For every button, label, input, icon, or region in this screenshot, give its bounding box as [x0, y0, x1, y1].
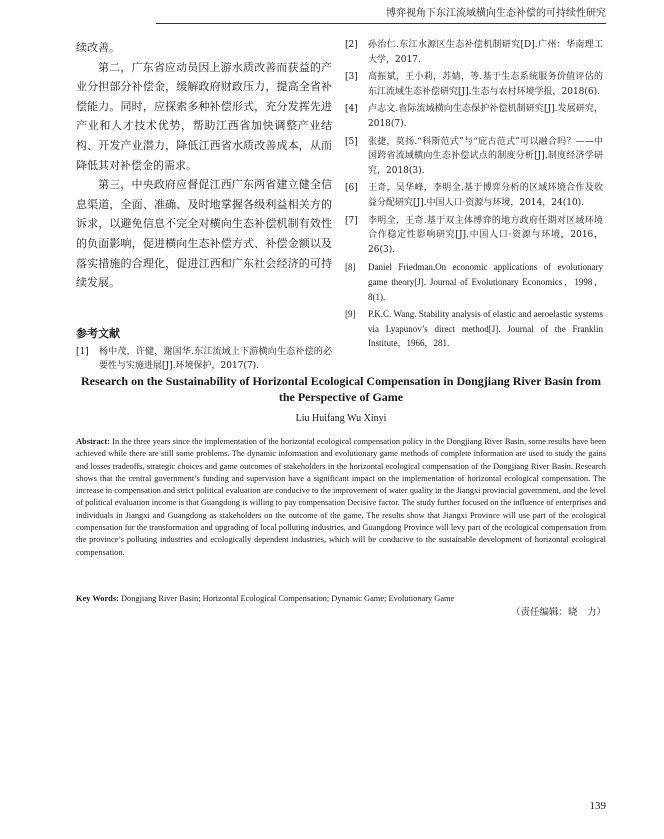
reference-text: P.K.C. Wang. Stability analysis of elastic and aeroelastic systems via Lyapunov’s direct method[J]. Journal of the Franklin Institute，1966，281.	[368, 309, 603, 349]
keywords-label: Key Words:	[76, 594, 119, 603]
english-authors: Liu Huifang Wu Xinyi	[295, 413, 387, 424]
reference-item-8	[345, 260, 603, 304]
english-keywords	[76, 593, 606, 605]
reference-item-4	[345, 102, 603, 131]
left-column	[76, 38, 332, 376]
body-paragraph-3: 第三，中央政府应督促江西广东两省建立健全信息渠道，全面、准确、及时地掌握各级利益相关方的诉求，以避免信息不完全对横向生态补偿机制有效性的负面影响，促进横向生态补偿方式、补偿金额以及落实措施的合理化，促进江西和广东社会经济的可持续发展。	[76, 178, 332, 290]
reference-text: 杨中茂，许健，谢国华.东江流域上下游横向生态补偿的必要性与实施进展[J].环境保护，2017(7).	[99, 346, 332, 372]
english-abstract	[76, 436, 606, 559]
reference-number: [5]	[345, 136, 358, 147]
reference-text: 卢志文.省际流域横向生态保护补偿机制研究[J].发展研究，2018(7).	[368, 104, 603, 129]
reference-number: [7]	[345, 215, 358, 226]
reference-text: 王奇，吴华峰，李明全.基于博弈分析的区域环境合作及收益分配研究[J].中国人口·资源与环境，2014，24(10).	[368, 183, 603, 208]
right-column	[345, 38, 603, 354]
body-paragraph-1: 续改善。	[76, 41, 120, 54]
reference-text: 张捷，莫扬.“科斯范式”与“庇古范式”可以融合吗？——中国跨省流域横向生态补偿试点的制度分析[J].制度经济学研究，2018(3).	[368, 136, 603, 176]
reference-number: [1]	[76, 346, 89, 357]
reference-number: [8]	[345, 262, 356, 273]
english-title: Research on the Sustainability of Horizontal Ecological Compensation in Dongjiang River Basin from the Perspective of Game	[80, 374, 602, 404]
abstract-label: Abstract:	[76, 437, 110, 446]
keywords-text: Dongjiang River Basin; Horizontal Ecological Compensation; Dynamic Game; Evolutionary Game	[120, 594, 455, 603]
page-number: 139	[589, 800, 606, 812]
reference-text: 孙治仁.东江水源区生态补偿机制研究[D].广州：华南理工大学，2017.	[368, 40, 603, 65]
reference-number: [2]	[345, 40, 358, 50]
reference-item-2	[345, 38, 603, 67]
reference-number: [9]	[345, 309, 356, 320]
reference-item-9	[345, 307, 603, 351]
running-head: 博弈视角下东江流域横向生态补偿的可持续性研究	[156, 8, 606, 24]
editor-note: （责任编辑：晓 力）	[510, 607, 606, 618]
reference-item-1	[76, 345, 332, 374]
reference-text: Daniel Friedman.On economic applications of evolutionary game theory[J]. Journal of Evolutionary Economics，1998，8(1).	[368, 262, 603, 302]
reference-text: 高振斌，王小莉，苏婧，等.基于生态系统服务价值评估的东江流域生态补偿研究[J].生态与农村环境学报，2018(6).	[368, 72, 603, 97]
reference-item-6	[345, 181, 603, 210]
abstract-text: In the three years since the implementation of the horizontal ecological compensation policy in the Dongjiang River Basin, some results have been achieved while there are still some problems. The dynamic information and evolutionary game methods of complete information are used to study the gains and losses tradeoffs, strategic choices and game outcomes of stakeholders in the horizontal ecological compensation of the Dongjiang River Basin. Research shows that the central government’s funding and supervision have a significant impact on the implementation of horizontal ecological compensation. The increase in compensation and strict political evaluation are conducive to the improvement of water quality in the Jiangxi provincial government, and the level of political evaluation income is that Guangdong is willing to pay compensation Decisive factor. The study further focused on the influence of enterprises and individuals in Jiangxi and Guangdong as stakeholders on the outcome of the game. The results show that Jiangxi Province will use part of the ecological compensation for the transformation and upgrading of local polluting industries, and Guangdong Province will levy part of the ecological compensation from the province’s polluting industries and ecologically dependent industries, which will be conducive to the sustainable development of horizontal ecological compensation.	[76, 437, 607, 557]
reference-text: 李明全，王奇.基于双主体博弈的地方政府任期对区域环境合作稳定性影响研究[J].中国人口·资源与环境，2016，26(3).	[368, 215, 603, 255]
reference-number: [3]	[345, 72, 358, 83]
body-paragraph-2: 第二，广东省应动员因上游水质改善而获益的产业分担部分补偿金，缓解政府财政压力，提高全省补偿能力。同时，应探索多种补偿形式，充分发挥先进产业和人才技术优势，帮助江西省加快调整产业结构、开发产业潜力，降低江西省水质改善成本，从而降低其对补偿金的需求。	[76, 60, 332, 172]
reference-number: [4]	[345, 104, 358, 115]
reference-number: [6]	[345, 183, 358, 194]
reference-item-3	[345, 70, 603, 99]
reference-item-7	[345, 214, 603, 258]
references-heading: 参考文献	[76, 326, 120, 340]
reference-item-5	[345, 135, 603, 179]
